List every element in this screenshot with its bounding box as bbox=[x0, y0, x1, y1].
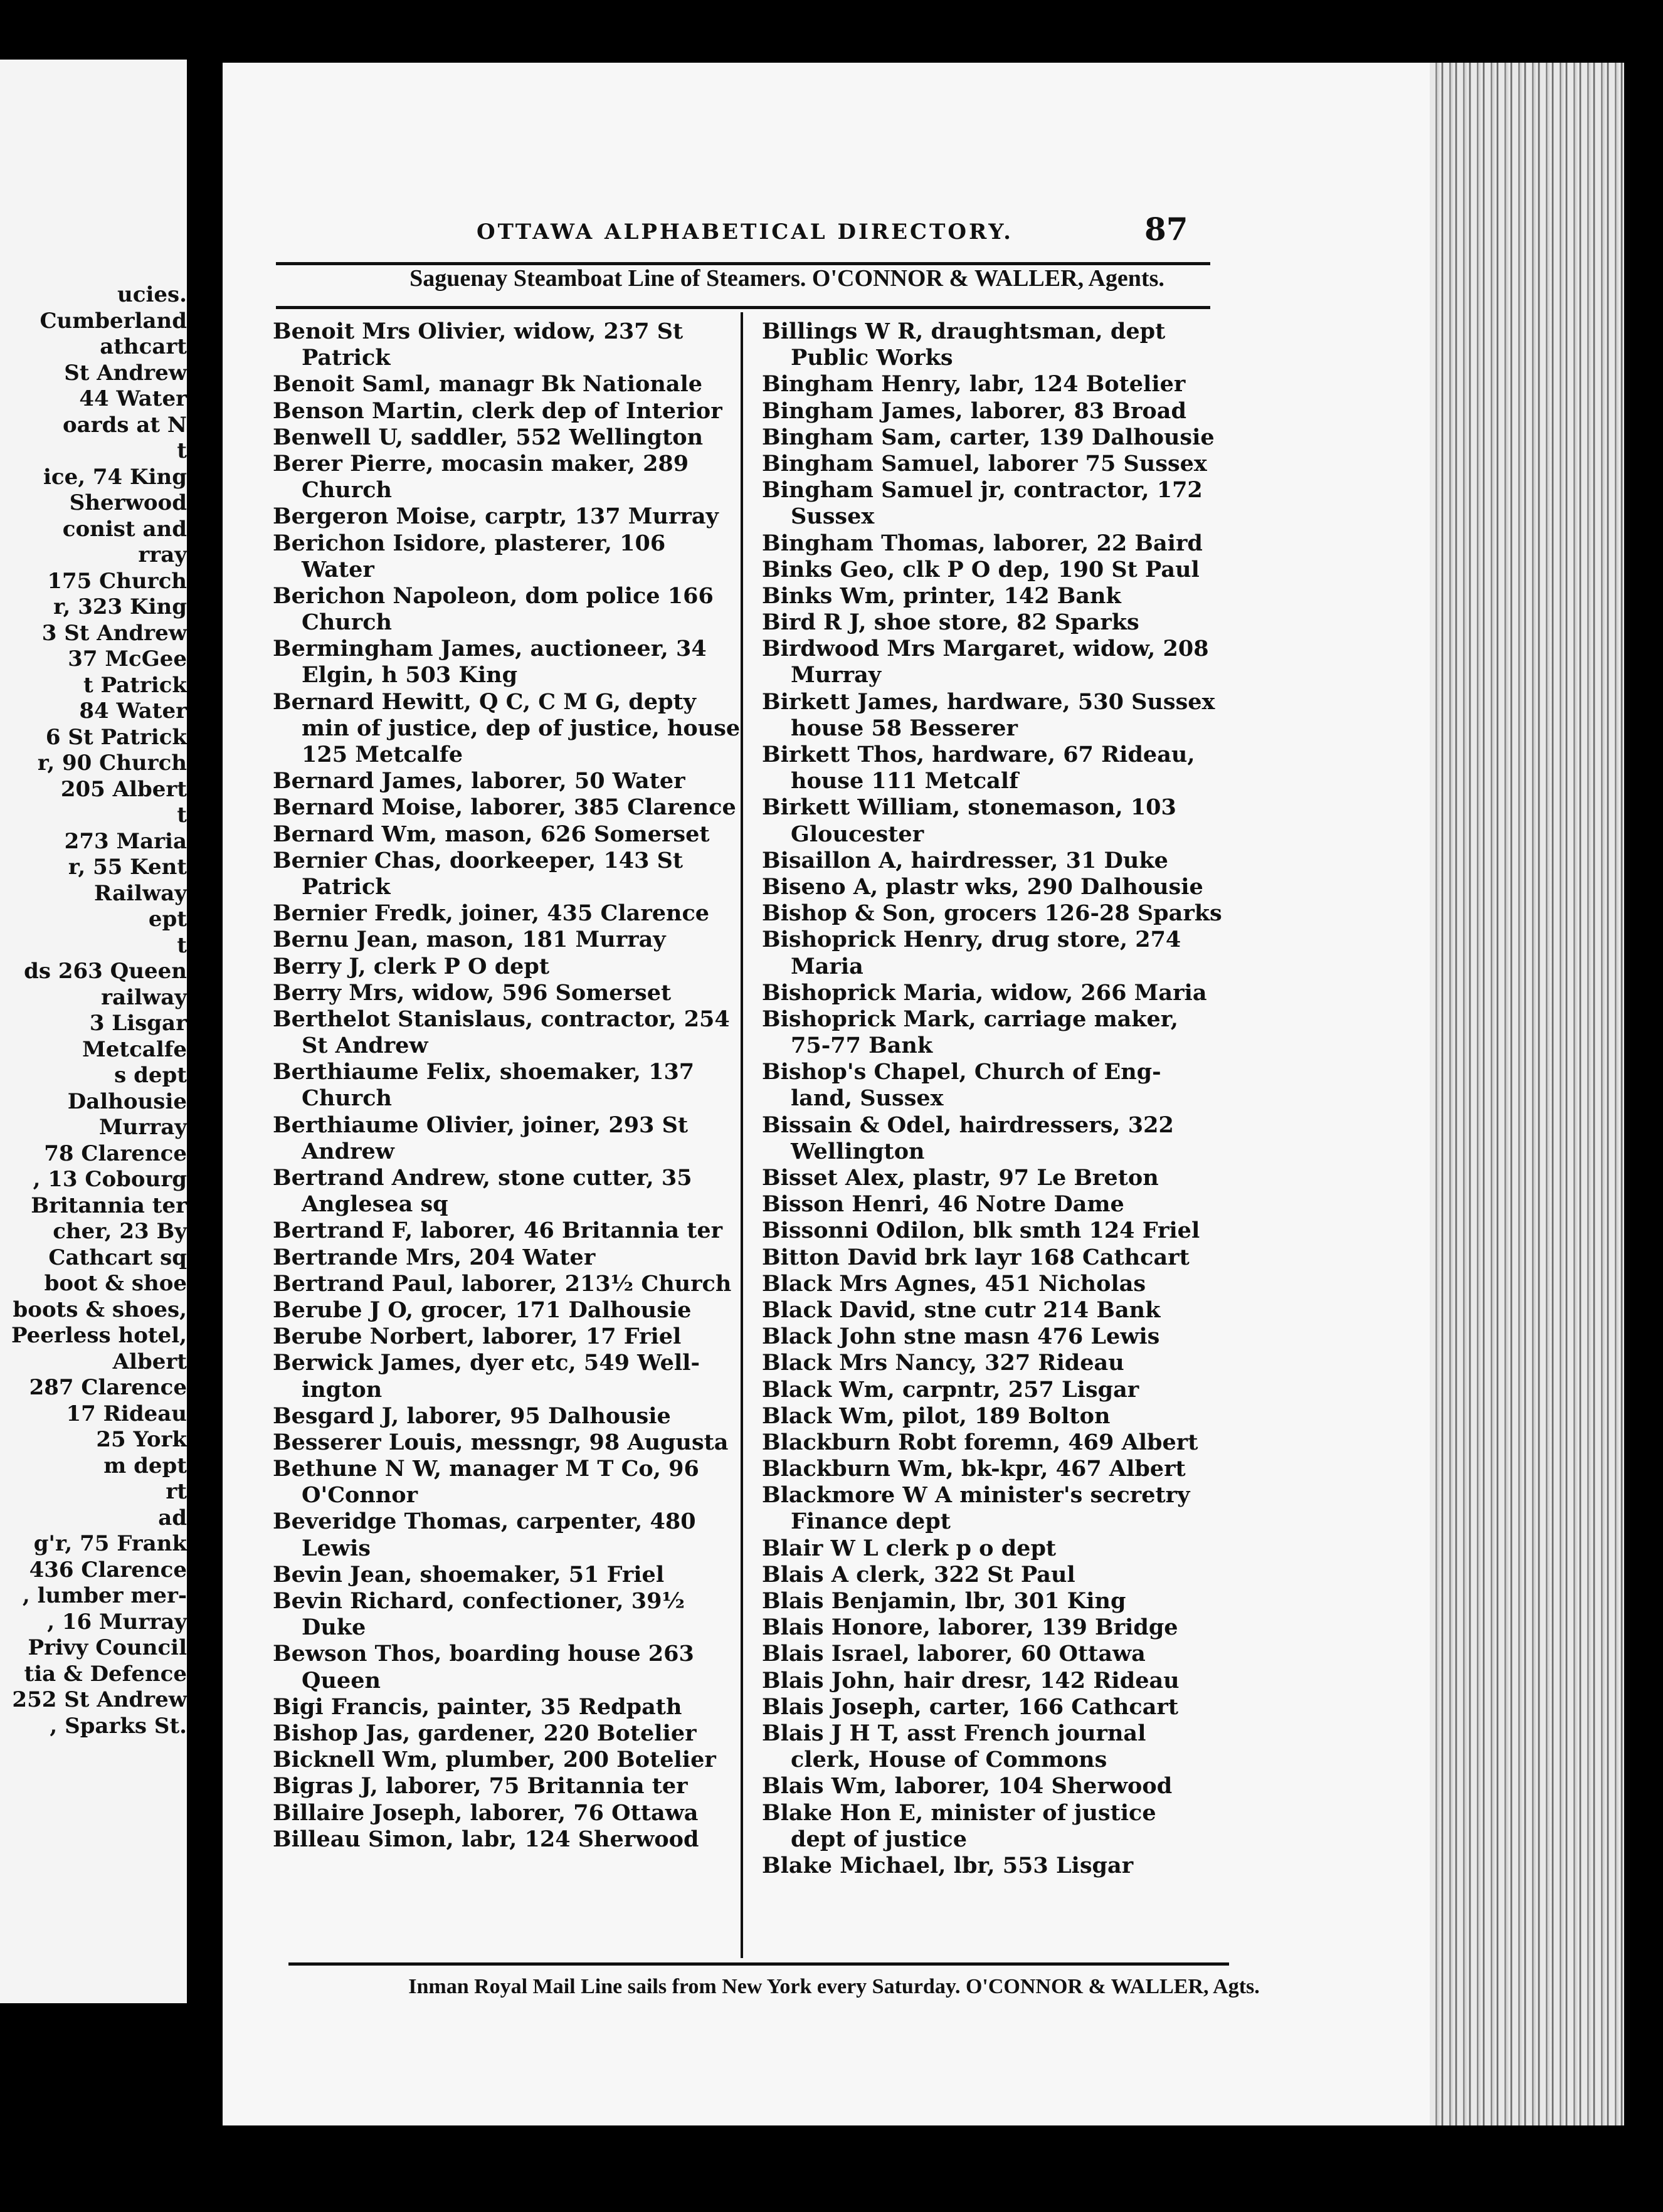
directory-entry: Bisaillon A, hairdresser, 31 Duke bbox=[762, 847, 1168, 873]
entry-continuation: Patrick bbox=[302, 873, 391, 900]
previous-page-line: 287 Clarence bbox=[29, 1375, 187, 1400]
directory-entry: Bisson Henri, 46 Notre Dame bbox=[762, 1191, 1124, 1218]
directory-entry: Bermingham James, auctioneer, 34 bbox=[273, 636, 707, 662]
previous-page-line: , 13 Cobourg bbox=[33, 1167, 187, 1192]
directory-entry: Berry Mrs, widow, 596 Somerset bbox=[273, 979, 672, 1006]
directory-entry: Berry J, clerk P O dept bbox=[273, 953, 550, 979]
entry-continuation: Duke bbox=[302, 1614, 366, 1641]
directory-entry: Bernard Wm, mason, 626 Somerset bbox=[273, 821, 710, 847]
directory-entry: Bernier Fredk, joiner, 435 Clarence bbox=[273, 900, 710, 927]
directory-entry: Blake Hon E, minister of justice bbox=[762, 1799, 1156, 1826]
previous-page-line: rray bbox=[138, 542, 187, 567]
previous-page-line: railway bbox=[101, 984, 187, 1010]
entry-continuation: ington bbox=[302, 1376, 383, 1403]
directory-entry: Berthiaume Felix, shoemaker, 137 bbox=[273, 1059, 695, 1085]
previous-page-line: Cumberland bbox=[40, 308, 187, 334]
previous-page-line: 175 Church bbox=[47, 568, 187, 594]
previous-page-line: 78 Clarence bbox=[44, 1140, 187, 1166]
directory-entry: Black Wm, pilot, 189 Bolton bbox=[762, 1403, 1111, 1429]
directory-entry: Bishoprick Henry, drug store, 274 bbox=[762, 927, 1181, 953]
directory-entry: Blais J H T, asst French journal bbox=[762, 1720, 1146, 1746]
entry-continuation: Andrew bbox=[302, 1138, 394, 1164]
previous-page-line: r, 323 King bbox=[53, 594, 187, 619]
previous-page-line: 44 Water bbox=[79, 386, 187, 411]
previous-page-line: Cathcart sq bbox=[48, 1245, 187, 1270]
previous-page-line: 3 Lisgar bbox=[89, 1011, 187, 1036]
entry-continuation: Church bbox=[302, 609, 392, 636]
entry-continuation: Public Works bbox=[791, 345, 953, 371]
previous-page-line: s dept bbox=[114, 1063, 187, 1088]
previous-page-line: ucies. bbox=[117, 282, 187, 307]
entry-continuation: Sussex bbox=[791, 503, 875, 530]
entry-continuation: Church bbox=[302, 1085, 392, 1112]
directory-entry: Blake Michael, lbr, 553 Lisgar bbox=[762, 1852, 1134, 1878]
page-number: 87 bbox=[1144, 211, 1188, 248]
page-title: OTTAWA ALPHABETICAL DIRECTORY. bbox=[477, 219, 1013, 245]
directory-entry: Bingham Thomas, laborer, 22 Baird bbox=[762, 530, 1203, 556]
previous-page-line: , lumber mer- bbox=[22, 1583, 187, 1608]
directory-entry: Berthelot Stanislaus, contractor, 254 bbox=[273, 1006, 730, 1032]
directory-entry: Birkett William, stonemason, 103 bbox=[762, 794, 1176, 821]
bottom-advertisement: Inman Royal Mail Line sails from New York every Saturday. O'CONNOR & WALLER, Agts. bbox=[408, 1975, 1260, 1998]
previous-page-line: conist and bbox=[62, 516, 187, 542]
directory-entry: Bingham Sam, carter, 139 Dalhousie bbox=[762, 424, 1215, 450]
previous-page-line: ad bbox=[158, 1505, 187, 1530]
directory-entry: Bishop & Son, grocers 126-28 Sparks bbox=[762, 900, 1222, 927]
left-column bbox=[273, 319, 740, 1853]
directory-entry: Berichon Isidore, plasterer, 106 bbox=[273, 530, 666, 556]
entry-continuation: Wellington bbox=[791, 1138, 925, 1164]
directory-entry: Black David, stne cutr 214 Bank bbox=[762, 1297, 1161, 1323]
directory-entry: Bevin Richard, confectioner, 39½ bbox=[273, 1588, 685, 1614]
previous-page-line: oards at N bbox=[62, 412, 187, 438]
entry-continuation: Maria bbox=[791, 953, 863, 979]
directory-entry: Berer Pierre, mocasin maker, 289 bbox=[273, 450, 689, 477]
entry-continuation: Finance dept bbox=[791, 1509, 951, 1535]
previous-page-line: Albert bbox=[112, 1349, 187, 1374]
previous-page-line: m dept bbox=[103, 1453, 187, 1478]
entry-continuation: Elgin, h 503 King bbox=[302, 662, 518, 688]
entry-continuation: Patrick bbox=[302, 345, 391, 371]
previous-page-line: 273 Maria bbox=[64, 828, 187, 854]
entry-continuation: house 111 Metcalf bbox=[791, 768, 1019, 794]
directory-entry: Bingham Samuel jr, contractor, 172 bbox=[762, 477, 1203, 503]
directory-entry: Billings W R, draughtsman, dept bbox=[762, 319, 1166, 344]
previous-page-line: Metcalfe bbox=[82, 1036, 187, 1062]
directory-entry: Blais Israel, laborer, 60 Ottawa bbox=[762, 1641, 1146, 1667]
previous-page-line: r, 90 Church bbox=[37, 750, 187, 776]
directory-entry: Blais Benjamin, lbr, 301 King bbox=[762, 1588, 1126, 1614]
entry-continuation: house 58 Besserer bbox=[791, 715, 1018, 741]
previous-page-line: 3 St Andrew bbox=[41, 620, 187, 646]
directory-entry: Birkett Thos, hardware, 67 Rideau, bbox=[762, 742, 1195, 767]
running-header bbox=[223, 211, 1430, 257]
previous-page-fragment bbox=[0, 60, 187, 2003]
previous-page-line: tia & Defence bbox=[24, 1661, 187, 1687]
directory-entry: Benson Martin, clerk dep of Interior bbox=[273, 398, 722, 424]
entry-continuation: Murray bbox=[791, 662, 882, 688]
banner-rule bbox=[276, 306, 1210, 309]
entry-continuation: clerk, House of Commons bbox=[791, 1747, 1107, 1773]
entry-continuation: Lewis bbox=[302, 1535, 371, 1561]
directory-entry: Blair W L clerk p o dept bbox=[762, 1535, 1057, 1561]
entry-continuation: 75-77 Bank bbox=[791, 1033, 933, 1059]
directory-entry: Bethune N W, manager M T Co, 96 bbox=[273, 1456, 699, 1482]
directory-entry: Black Mrs Nancy, 327 Rideau bbox=[762, 1350, 1124, 1376]
previous-page-line: ds 263 Queen bbox=[24, 959, 187, 984]
previous-page-line: g'r, 75 Frank bbox=[33, 1531, 187, 1556]
entry-continuation: Anglesea sq bbox=[302, 1191, 448, 1218]
directory-entry: Birkett James, hardware, 530 Sussex bbox=[762, 688, 1215, 715]
previous-page-line: 84 Water bbox=[79, 698, 187, 724]
directory-entry: Bernard James, laborer, 50 Water bbox=[273, 768, 685, 794]
directory-entry: Birdwood Mrs Margaret, widow, 208 bbox=[762, 636, 1209, 662]
directory-entry: Bertrand F, laborer, 46 Britannia ter bbox=[273, 1218, 723, 1244]
previous-page-line: Sherwood bbox=[69, 490, 187, 515]
directory-entry: Bevin Jean, shoemaker, 51 Friel bbox=[273, 1561, 665, 1588]
previous-page-line: ept bbox=[148, 907, 187, 932]
previous-page-line: boots & shoes, bbox=[13, 1297, 187, 1322]
directory-entry: Bitton David brk layr 168 Cathcart bbox=[762, 1244, 1190, 1270]
previous-page-line: Murray bbox=[99, 1115, 187, 1140]
directory-entry: Blais Joseph, carter, 166 Cathcart bbox=[762, 1693, 1179, 1720]
directory-entry: Black Wm, carpntr, 257 Lisgar bbox=[762, 1376, 1139, 1403]
previous-page-line: t bbox=[177, 803, 187, 828]
previous-page-line: t bbox=[177, 932, 187, 958]
right-column bbox=[762, 319, 1222, 1879]
directory-entry: Benoit Saml, managr Bk Nationale bbox=[273, 371, 703, 398]
previous-page-line: 205 Albert bbox=[60, 776, 187, 802]
directory-entry: Binks Wm, printer, 142 Bank bbox=[762, 582, 1121, 609]
previous-page-line: ice, 74 King bbox=[43, 464, 187, 490]
directory-entry: Bissonni Odilon, blk smth 124 Friel bbox=[762, 1218, 1200, 1244]
directory-entry: Bernard Hewitt, Q C, C M G, depty bbox=[273, 688, 696, 715]
directory-entry: Bisset Alex, plastr, 97 Le Breton bbox=[762, 1165, 1159, 1191]
directory-entry: Bergeron Moise, carptr, 137 Murray bbox=[273, 503, 719, 530]
entry-continuation: 125 Metcalfe bbox=[302, 742, 463, 767]
directory-entry: Bernier Chas, doorkeeper, 143 St bbox=[273, 847, 684, 873]
directory-entry: Bishoprick Mark, carriage maker, bbox=[762, 1006, 1178, 1032]
previous-page-line: rt bbox=[166, 1479, 187, 1504]
entry-continuation: O'Connor bbox=[302, 1482, 418, 1509]
directory-entry: Berichon Napoleon, dom police 166 bbox=[273, 582, 714, 609]
previous-page-line: Railway bbox=[94, 880, 187, 906]
previous-page-line: 25 York bbox=[96, 1427, 187, 1452]
previous-page-line: Dalhousie bbox=[67, 1088, 187, 1114]
entry-continuation: Gloucester bbox=[791, 821, 924, 847]
previous-page-line: boot & shoe bbox=[44, 1271, 187, 1296]
directory-entry: Blais Wm, laborer, 104 Sherwood bbox=[762, 1773, 1173, 1799]
directory-entry: Berube J O, grocer, 171 Dalhousie bbox=[273, 1297, 692, 1323]
directory-entry: Blais John, hair dresr, 142 Rideau bbox=[762, 1667, 1180, 1693]
directory-entry: Blackmore W A minister's secretry bbox=[762, 1482, 1190, 1509]
directory-entry: Bingham James, laborer, 83 Broad bbox=[762, 398, 1186, 424]
directory-entry: Binks Geo, clk P O dep, 190 St Paul bbox=[762, 556, 1200, 582]
previous-page-line: Privy Council bbox=[28, 1635, 187, 1660]
directory-entry: Bird R J, shoe store, 82 Sparks bbox=[762, 609, 1139, 636]
directory-entry: Bewson Thos, boarding house 263 bbox=[273, 1641, 694, 1667]
directory-entry: Bertrande Mrs, 204 Water bbox=[273, 1244, 596, 1270]
directory-entry: Benoit Mrs Olivier, widow, 237 St bbox=[273, 319, 684, 344]
previous-page-line: 17 Rideau bbox=[66, 1401, 187, 1426]
directory-page bbox=[223, 63, 1430, 2125]
previous-page-line: Peerless hotel, bbox=[11, 1323, 187, 1348]
page-edges bbox=[1430, 63, 1624, 2125]
directory-entry: Bishop's Chapel, Church of Eng- bbox=[762, 1059, 1161, 1085]
directory-entry: Bissain & Odel, hairdressers, 322 bbox=[762, 1112, 1174, 1138]
entry-continuation: dept of justice bbox=[791, 1826, 968, 1852]
previous-page-line: Britannia ter bbox=[31, 1193, 187, 1218]
directory-entry: Black John stne masn 476 Lewis bbox=[762, 1324, 1160, 1350]
previous-page-line: t bbox=[177, 438, 187, 463]
directory-entry: Biseno A, plastr wks, 290 Dalhousie bbox=[762, 873, 1203, 900]
directory-entry: Beveridge Thomas, carpenter, 480 bbox=[273, 1509, 696, 1535]
previous-page-line: , Sparks St. bbox=[50, 1713, 187, 1739]
entry-continuation: Church bbox=[302, 477, 392, 503]
top-advertisement: Saguenay Steamboat Line of Steamers. O'CONNOR & WALLER, Agents. bbox=[409, 265, 1164, 292]
previous-page-line: cher, 23 By bbox=[53, 1219, 187, 1244]
column-divider bbox=[741, 312, 743, 1958]
previous-page-line: 37 McGee bbox=[68, 646, 187, 672]
previous-page-line: , 16 Murray bbox=[47, 1609, 187, 1635]
directory-entry: Bicknell Wm, plumber, 200 Botelier bbox=[273, 1747, 716, 1773]
previous-page-line: 6 St Patrick bbox=[45, 724, 187, 750]
directory-entry: Bertrand Andrew, stone cutter, 35 bbox=[273, 1165, 692, 1191]
directory-entry: Bingham Samuel, laborer 75 Sussex bbox=[762, 450, 1207, 477]
entry-continuation: Water bbox=[302, 556, 374, 582]
directory-entry: Bernu Jean, mason, 181 Murray bbox=[273, 927, 666, 953]
directory-entry: Berube Norbert, laborer, 17 Friel bbox=[273, 1324, 682, 1350]
previous-page-line: athcart bbox=[100, 334, 187, 359]
previous-page-line: r, 55 Kent bbox=[68, 855, 187, 880]
directory-entry: Berthiaume Olivier, joiner, 293 St bbox=[273, 1112, 689, 1138]
directory-entry: Bigras J, laborer, 75 Britannia ter bbox=[273, 1773, 688, 1799]
directory-entry: Billaire Joseph, laborer, 76 Ottawa bbox=[273, 1799, 699, 1826]
directory-entry: Bishoprick Maria, widow, 266 Maria bbox=[762, 979, 1207, 1006]
directory-entry: Blais Honore, laborer, 139 Bridge bbox=[762, 1614, 1178, 1641]
directory-entry: Bernard Moise, laborer, 385 Clarence bbox=[273, 794, 736, 821]
directory-entry: Bigi Francis, painter, 35 Redpath bbox=[273, 1693, 682, 1720]
entry-continuation: Queen bbox=[302, 1667, 381, 1693]
directory-entry: Besserer Louis, messngr, 98 Augusta bbox=[273, 1429, 729, 1455]
directory-entry: Besgard J, laborer, 95 Dalhousie bbox=[273, 1403, 671, 1429]
directory-entry: Bertrand Paul, laborer, 213½ Church bbox=[273, 1270, 732, 1297]
directory-entry: Bishop Jas, gardener, 220 Botelier bbox=[273, 1720, 697, 1746]
directory-entry: Blackburn Wm, bk-kpr, 467 Albert bbox=[762, 1456, 1186, 1482]
entry-continuation: land, Sussex bbox=[791, 1085, 944, 1112]
entry-continuation: min of justice, dep of justice, house bbox=[302, 715, 741, 741]
directory-entry: Blackburn Robt foremn, 469 Albert bbox=[762, 1429, 1198, 1455]
directory-entry: Benwell U, saddler, 552 Wellington bbox=[273, 424, 704, 450]
previous-page-line: St Andrew bbox=[64, 360, 187, 386]
directory-entry: Black Mrs Agnes, 451 Nicholas bbox=[762, 1270, 1146, 1297]
entry-continuation: St Andrew bbox=[302, 1033, 428, 1059]
directory-entry: Berwick James, dyer etc, 549 Well- bbox=[273, 1350, 700, 1376]
previous-page-line: 252 St Andrew bbox=[12, 1687, 187, 1712]
previous-page-line: t Patrick bbox=[83, 672, 187, 698]
footer-rule bbox=[288, 1962, 1229, 1966]
directory-entry: Billeau Simon, labr, 124 Sherwood bbox=[273, 1826, 699, 1852]
directory-entry: Bingham Henry, labr, 124 Botelier bbox=[762, 371, 1186, 398]
directory-entry: Blais A clerk, 322 St Paul bbox=[762, 1561, 1075, 1588]
previous-page-line: 436 Clarence bbox=[29, 1557, 187, 1583]
